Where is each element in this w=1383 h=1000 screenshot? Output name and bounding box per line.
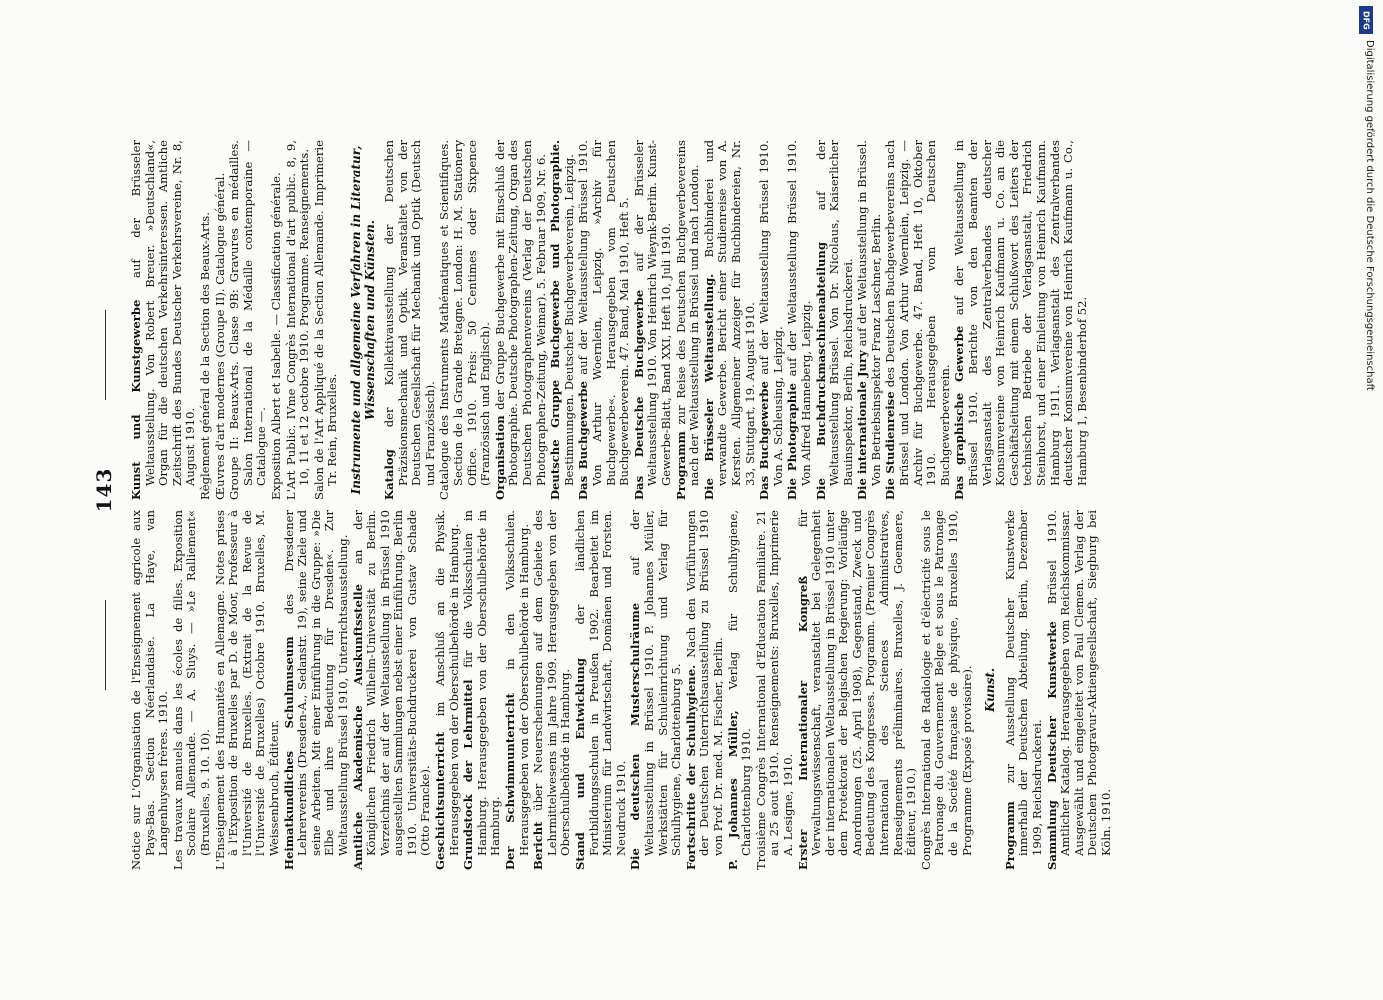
entry-text: Notice sur L'Organisation de l'Enseignement agricole aux Pays-Bas. Section Néerlandaise. La Haye, van Langenhuysen frères. 1910. [129,510,171,870]
bibliography-entry [130,510,171,870]
entry-text: Règlement général de la Section des Beaux-Arts. [197,212,212,500]
bibliography-entry [884,140,952,500]
bibliography-entry [504,510,531,870]
entry-lead: Die Studienreise [883,391,898,500]
entry-text: des Dresdener Lehrervereins (Dresden-A., Sedanstr. 19), seine Ziele und seine Arbeiten. Mit einer Einführung in die Gruppe: »Die Elbe und ihre Bedeutung für Dresden«. Zur Weltausstellung Brüssel 1910, Unterrichtsausstellung. [281,510,350,856]
entry-text: des Deutschen Buchgewerbevereins nach Brüssel und London. Von Arthur Woernlein, Leipzig. — Archiv für Buchgewerbe. 47. Band, Heft 10, Oktober 1910. Herausgegeben vom Deutschen Buchgewerbeverein. [883,139,952,486]
entry-lead: Heimatkundliches Schulmuseum [281,636,296,870]
bibliography-entry [438,140,492,500]
entry-lead: Die deutschen Musterschulräume [628,602,643,870]
bibliography-entry [494,140,548,500]
bibliography-entry [130,140,198,500]
bibliography-entry [532,510,573,870]
entry-lead: Fortschritte der Schulhygiene. [683,664,698,870]
entry-text: Brüssel 1910. Amtlicher Katalog. Herausgegeben vom Reichskommissar. Ausgewählt und eingeleitet von Paul Clemen. Verlag der Deutschen Photogravur-Aktiengesellschaft, Siegburg bei Köln. 1910. [1044,509,1113,856]
bibliography-entry [786,140,813,500]
entry-text: auf der Brüsseler Weltausstellung. Von Robert Breuer. »Deutschland«, Organ für die deutschen Verkehrsinteressen. Amtliche Zeitschrift des Bundes Deutscher Verkehrsvereine, Nr. 8, August 1910. [129,140,198,486]
entry-text: Exposition Albert et Isabelle. — Classification générale. [268,172,283,500]
page-number: 143 [92,467,116,513]
bibliography-entry [755,510,796,870]
entry-lead: Die internationale Jury [855,350,870,500]
entry-lead: Das Buchgewerbe [757,381,772,500]
bibliography-entry [633,140,674,500]
entry-text: Troisième Congrès International d'Education Familiaire. 21 au 25 aout 1910. Renseignements: Bruxelles, Imprimerie A. Lesigne, 1910. [753,510,795,870]
bibliography-entry [758,140,785,500]
bibliography-entry [462,510,503,870]
entry-lead: Bericht [531,821,546,870]
bibliography-entry [283,510,351,870]
bibliography-entry [285,140,312,500]
entry-text: auf der Weltausstellung in Brüssel 1910. P. Johannes Müller, Werkstätten für Schuleinrichtung und Verlag für Schulhygiene, Charlottenburg 5. [628,509,684,856]
bibliography-entry [574,510,628,870]
entry-lead: Erster Internationaler Kongreß [795,575,810,870]
entry-lead: Kunst und Kunstgewerbe [129,299,143,500]
entry-text: Verlag für Schulhygiene, Charlottenburg 1910. [725,509,754,856]
bibliography-entry [549,140,576,500]
entry-text: L'Art Public. IVme Congrès International d'art public. 8, 9, 10, 11 et 12 octobre 1910. Programme. Renseignements. [283,140,312,500]
entry-lead: Die Brüsseler Weltausstellung. [701,273,716,500]
entry-text: Salon de l'Art Appliqué de la Section Allemande. Imprimerie Tr. Rein, Bruxelles. [311,140,340,500]
bibliography-entry [313,140,340,500]
entry-text: L'Enseignement des Humanités en Allemagne. Notes prises à l'Exposition de Bruxelles par D. de Moor, Professeur à l'Université de Bruxelles. (Extrait de la Revue de l'Université de Bruxelles) Octobre 1910. Bruxelles, M. Weissenbruch, Éditeur. [212,510,281,870]
entry-text: auf der Brüsseler Weltausstellung 1910. Von Heinrich Wieynk-Berlin. Kunst-Gewerbe-Blatt, Band XXI, Heft 10, Juli 1910. [631,140,673,486]
entry-text: auf der Weltausstellung in Brüssel 1910. Berichte von den Beamten der Verlagsanstalt des Zentralverbandes deutscher Konsumvereine von Heinrich Kaufmann u. Co. an die Geschäftsleitung mit einem Schlußwort des Leiters der technischen Betriebe der Verlagsanstalt, Friedrich Steinhorst, und einer Einleitung von Heinrich Kaufmann. Hamburg 1911. Verlagsanstalt des Zentralverbandes deutscher Konsumvereine von Heinrich Kaufmann u. Co., Hamburg 1, Besenbinderhof 52. [952,139,1089,486]
entry-text: zur Reise des Deutschen Buchgewerbevereins nach der Weltausstellung in Brüssel und nach London. [673,139,702,486]
bibliography-entry [815,140,856,500]
entry-lead: Programm [673,431,688,500]
bibliography-entry [1004,510,1045,870]
left-column [130,510,1115,870]
entry-text: auf der Weltausstellung Brüssel 1910. Von Arthur Woernlein, Leipzig. »Archiv für Buchgewerbe«. Herausgegeben vom Deutschen Buchgewerbeverein. 47. Band, Mai 1910, Heft 5. [576,140,632,486]
bibliography-entry [214,510,282,870]
entry-lead: Die Buchdruckmaschinenabteilung [813,242,828,500]
entry-lead: Stand und Entwicklung [573,658,587,870]
entry-text: im Anschluß an die Physik. Herausgegeben von der Oberschulbehörde in Hamburg. [433,510,461,856]
bibliography-entry [629,510,683,870]
bibliography-entry [953,140,1089,500]
entry-lead: Amtliche Akademische Auskunftsstelle [350,583,365,870]
entry-lead: Grundstock der Lehrmittel [461,679,476,870]
bibliography-entry [1046,510,1114,870]
entry-lead: Die Photographie [785,383,800,500]
entry-text: für die Volksschulen in Hamburg. Herausgegeben von der Oberschulbehörde in Hamburg. [461,509,503,856]
entry-text: Nach den Vorführungen der Deutschen Unterrichtsausstellung zu Brüssel 1910 von Prof. Dr. med. M. Fischer, Berlin. [683,510,725,856]
bibliography-entry [352,510,434,870]
entry-lead: Katalog [382,449,397,500]
entry-text: Bestimmungen. Deutscher Buchgewerbeverein, Leipzig. [561,154,576,486]
entry-lead: Das graphische Gewerbe [952,325,967,500]
entry-text: der ländlichen Fortbildungsschulen in Preußen 1902. Bearbeitet im Ministerium für Landwirtschaft, Domänen und Forsten. Neudruck 1910. [573,509,628,856]
bibliography-entry [172,510,213,870]
entry-text: der Gruppe Buchgewerbe mit Einschluß der Photographie. Deutsche Photographen-Zeitung, Organ des Deutschen Photographenvereins (Verlag der Deutschen Photographen-Zeitung, Weimar). 5. Februar 1909, Nr. 6. [492,139,548,486]
entry-text: für Verwaltungswissenschaft, veranstaltet bei Gelegenheit der internationalen Weltausstellung in Brüssel 1910 unter dem Protektorat der Belgischen Regierung: Vorläufige Anordnungen (25. April 1908), Gegenstand, Zweck und Bedeutung des Kongresses. Programm. (Premier Congrès International des Sciences Administratives, Renseignements préliminaires. Bruxelles, J. Goemaere, Éditeur, 1910.) [795,509,919,856]
bibliography-entry [214,140,228,500]
page-number-rule-right [105,310,106,400]
digitization-sidebar [1359,40,1375,760]
bibliography-entry [685,510,726,870]
entry-lead: Deutsche Gruppe Buchgewerbe und Photographie. [548,140,563,500]
entry-text: Buchbinderei und verwandte Gewerbe. Bericht einer Studienreise von A. Kersten. Allgemeiner Anzeiger für Buchbindereien, Nr. 33, Stuttgart, 19. August 1910. [701,139,757,486]
entry-text: in den Volksschulen. Herausgegeben von der Oberschulbehörde in Hamburg. [503,510,531,856]
entry-text: über Neuerscheinungen auf dem Gebiete des Lehrmittelwesens im Jahre 1909. Herausgegeben von der Oberschulbehörde in Hamburg. [531,510,573,856]
bibliography-entry [727,510,754,870]
entry-text: auf der Weltausstellung Brüssel. Von Dr. Nicolaus, Kaiserlicher Bauinspektor, Berlin, Reichsdruckerei. [813,140,855,486]
section-heading-kunst: Kunst. [983,667,998,713]
entry-lead: Das Deutsche Buchgewerbe [631,289,646,500]
entry-lead: Programm [1002,801,1017,870]
bibliography-entry [703,140,757,500]
entry-text: Congrès International de Radiologie et d'électricité sous le Patronage du Gouvernement Belge et sous le Patronage de la Société française de physique, Bruxelles 1910, Programme (Exposé provisoire). [918,510,974,870]
entry-text: der Kollektivausstellung der Deutschen Präzisionsmechanik und Optik. Veranstaltet von der Deutschen Gesellschaft für Mechanik und Optik (Deutsch und Französisch). [382,140,437,486]
bibliography-entry [199,140,213,500]
digitization-credit: Digitalisierung gefördert durch die Deutsche Forschungsgemeinschaft [1364,40,1375,391]
entry-text: Œuvres d'art modernes (Groupe II). Catalogue général. [212,172,227,500]
bibliography-entry [577,140,631,500]
entry-text: zur Ausstellung Deutscher Kunstwerke innerhalb der Deutschen Abteilung. Berlin, Dezember 1909, Reichsdruckerei. [1002,509,1044,856]
entry-lead: Sammlung Deutscher Kunstwerke [1044,621,1059,870]
page-number-rule-left [105,600,106,690]
bibliography-entry [920,510,974,870]
entry-text: auf der Weltausstellung Brüssel 1910. Von Alfred Hanneberg, Leipzig. [785,140,813,486]
entry-text: Groupe II: Beaux-Arts. Classe 9B: Gravures en médailles. Salon International de la Médaille contemporaine — Catalogue —. [227,140,269,500]
entry-text: Catalogue des Instruments Mathématiques et Scientifiques. Section de la Grande Bretagne. London: H. M. Stationery Office. 1910. Preis: 50 Centimes oder Sixpence (Französisch und Englisch). [437,140,493,500]
bibliography-entry [270,140,284,500]
bibliography-entry [383,140,437,500]
right-column [130,140,1090,500]
entry-lead: Organisation [492,415,507,500]
bibliography-entry [856,140,883,500]
entry-text: an der Königlichen Friedrich Wilhelm-Universität zu Berlin. Verzeichnis der auf der Weltausstellung in Brüssel 1910 ausgestellten Sammlungen nebst einer Einführung. Berlin 1910. Universitäts-Buchdruckerei von Gustav Schade (Otto Francke). [350,510,433,856]
entry-lead: Geschichtsunterricht [433,731,448,870]
entry-text: auf der Weltausstellung in Brüssel. Von Betriebsinspektor Franz Laschner, Berlin. [855,140,883,486]
bibliography-entry [675,140,702,500]
bibliography-entry [228,140,269,500]
bibliography-entry [434,510,461,870]
dfg-logo: DFG [1359,6,1373,34]
entry-lead: P. Johannes Müller, [725,710,740,870]
entry-lead: Das Buchgewerbe [576,381,591,500]
entry-lead: Der Schwimmunterricht [503,692,518,870]
entry-text: Les travaux manuels dans les écoles de filles. Exposition Scolaire Allemande. — A. Sluys. — »Le Ralliement« (Bruxelles, 9. 10. 10). [170,510,212,870]
entry-text: auf der Weltausstellung Brüssel 1910. Von A. Schleusing, Leipzig. [757,140,785,486]
bibliography-entry [797,510,919,870]
section-heading-instrumente: Instrumente und allgemeine Verfahren in Literatur, Wissenschaften und Künsten. [348,145,377,495]
